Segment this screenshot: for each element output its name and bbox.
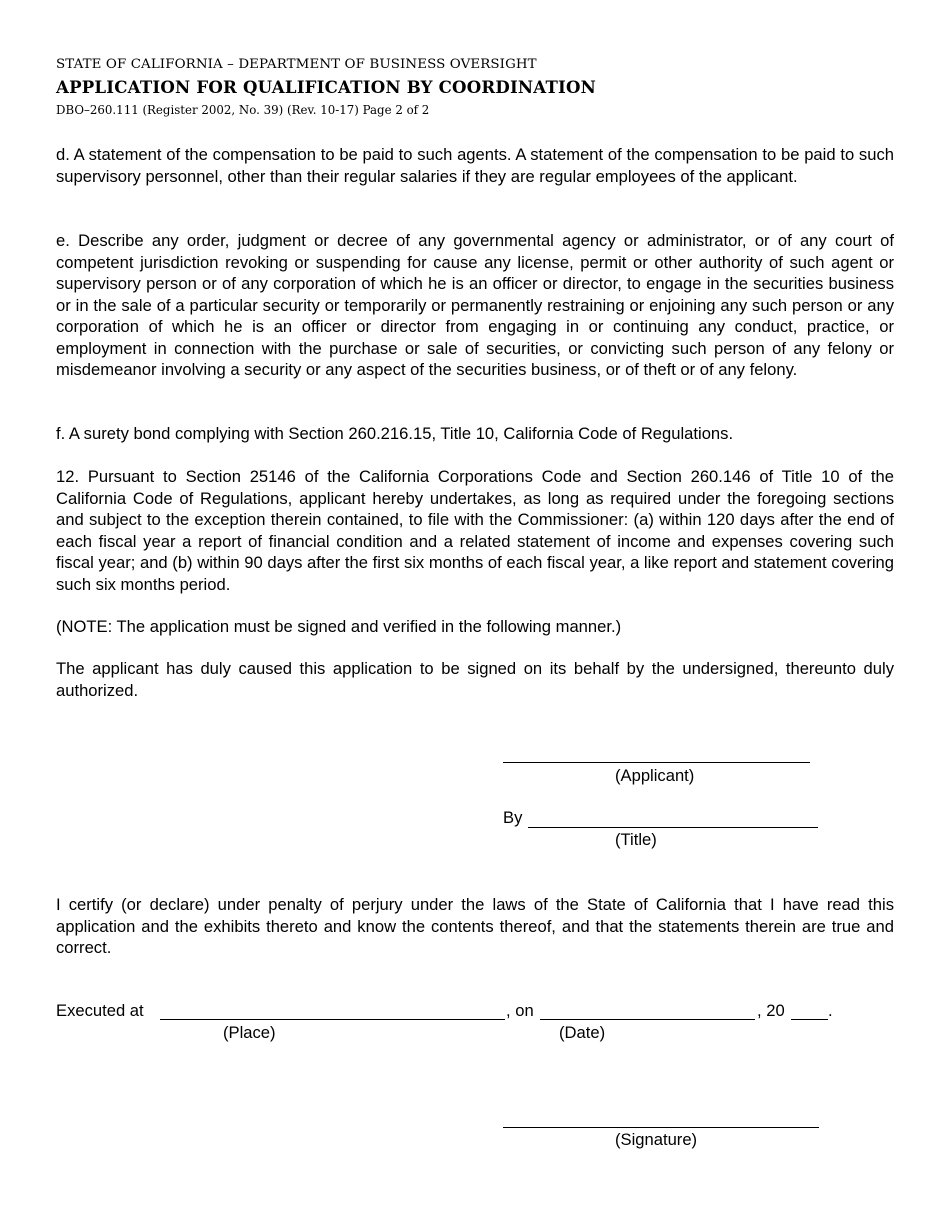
applicant-label: (Applicant) bbox=[615, 766, 695, 785]
applicant-signature-line[interactable] bbox=[503, 762, 810, 763]
on-label: , on bbox=[506, 1001, 534, 1020]
note-paragraph: (NOTE: The application must be signed and verified in the following manner.) bbox=[56, 617, 622, 636]
certification-paragraph: I certify (or declare) under penalty of perjury under the laws of the State of California that I have read this application and the exhibits thereto and know the contents thereof, and that the statements therein are true and correct. bbox=[56, 895, 894, 957]
agency-line: STATE OF CALIFORNIA – DEPARTMENT OF BUSINESS OVERSIGHT bbox=[56, 57, 537, 72]
by-title-line[interactable] bbox=[528, 827, 818, 828]
title-label: (Title) bbox=[615, 830, 657, 849]
executed-at-label: Executed at bbox=[56, 1001, 144, 1020]
year-field-line[interactable] bbox=[791, 1019, 828, 1020]
date-label: (Date) bbox=[559, 1023, 606, 1042]
item-d-paragraph: d. A statement of the compensation to be paid to such agents. A statement of the compensation to be paid to such supervisory personnel, other than their regular salaries if they are regular employees of the applicant. bbox=[56, 145, 894, 186]
period-mark: . bbox=[828, 1001, 833, 1020]
item-12-paragraph: 12. Pursuant to Section 25146 of the California Corporations Code and Section 260.146 of Title 10 of the California Code of Regulations, applicant hereby undertakes, as long as required under the foregoing sections and subject to the exception therein contained, to file with the Commissioner: (a) within 120 days after the end of each fiscal year a report of financial condition and a related statement of income and expenses covering such fiscal year; and (b) within 90 days after the first six months of each fiscal year, a like report and statement covering such six months period. bbox=[56, 467, 894, 594]
by-label: By bbox=[503, 808, 523, 827]
form-id-line: DBO–260.111 (Register 2002, No. 39) (Rev. 10-17) Page 2 of 2 bbox=[56, 103, 430, 117]
form-title: APPLICATION FOR QUALIFICATION BY COORDINATION bbox=[56, 77, 596, 97]
signature-label: (Signature) bbox=[615, 1130, 698, 1149]
date-field-line[interactable] bbox=[540, 1019, 755, 1020]
year-prefix-label: , 20 bbox=[757, 1001, 785, 1020]
authorization-paragraph: The applicant has duly caused this application to be signed on its behalf by the undersigned, thereunto duly authorized. bbox=[56, 659, 894, 700]
signature-line[interactable] bbox=[503, 1127, 819, 1128]
item-e-paragraph: e. Describe any order, judgment or decree of any governmental agency or administrator, or of any court of competent jurisdiction revoking or suspending for cause any license, permit or other authority of such agent or supervisory person or of any corporation of which he is an officer or director, to engage in the securities business or in the sale of a particular security or temporarily or permanently restraining or enjoining any such person or any corporation of which he is an officer or director from engaging in or continuing any conduct, practice, or employment in connection with the purchase or sale of securities, or convicting such person of any felony or misdemeanor involving a security or any aspect of the securities business, or of theft or of any felony. bbox=[56, 231, 894, 379]
place-label: (Place) bbox=[223, 1023, 276, 1042]
place-field-line[interactable] bbox=[160, 1019, 505, 1020]
item-f-paragraph: f. A surety bond complying with Section 260.216.15, Title 10, California Code of Regulations. bbox=[56, 424, 734, 443]
